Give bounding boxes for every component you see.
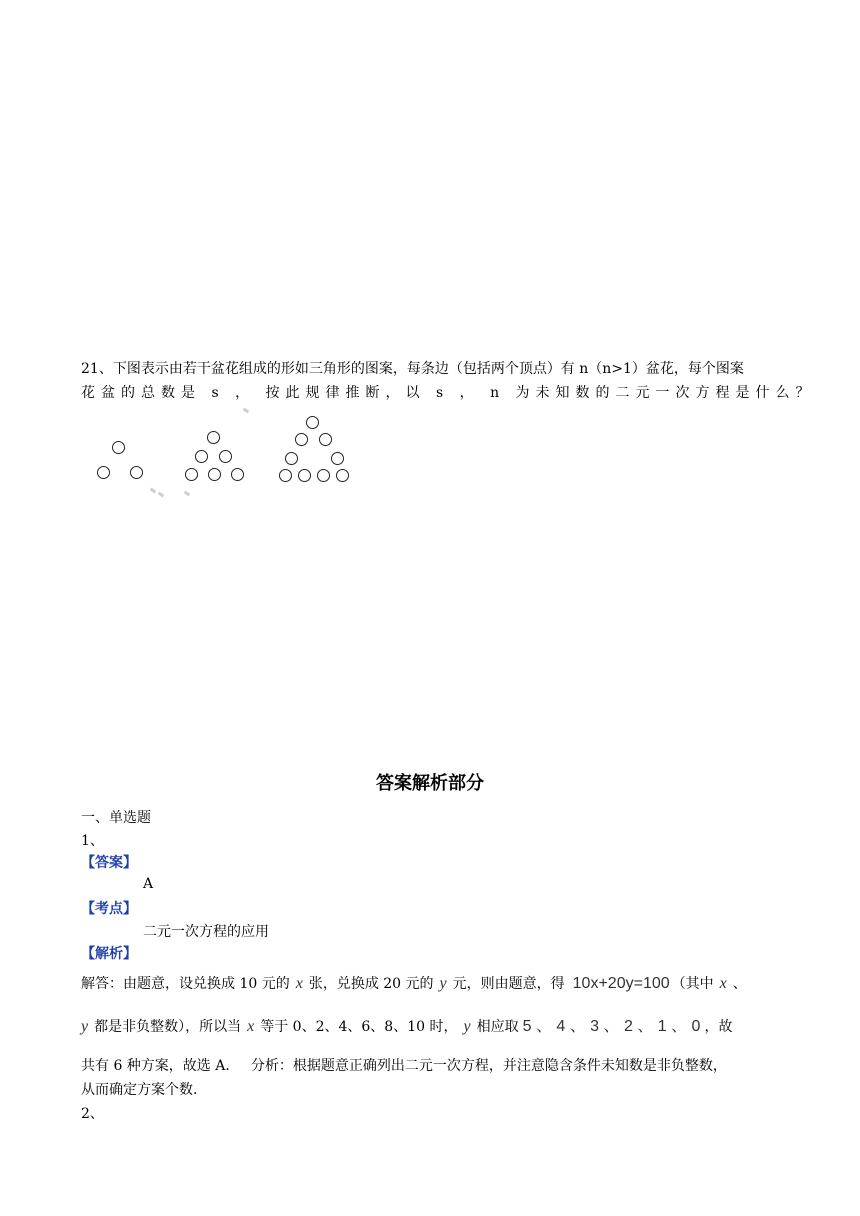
variable-y: y	[81, 1018, 89, 1035]
analysis-text: ，故	[704, 1019, 733, 1035]
analysis-text: 张，兑换成 20 元的	[308, 976, 434, 992]
item-2-number: 2、	[81, 1106, 104, 1122]
answer-section-heading: 答案解析部分	[376, 773, 484, 794]
flower-pot-circle	[208, 468, 221, 481]
flower-pot-circle	[306, 416, 319, 429]
analysis-line-3: 共有 6 种方案，故选 A． 分析：根据题意正确列出二元一次方程，并注意隐含条件未知数是非负整数，	[81, 1058, 727, 1074]
analysis-text: 解答：由题意，设兑换成 10 元的	[81, 976, 290, 992]
flower-pot-circle	[298, 469, 311, 482]
analysis-tag: 【解析】	[81, 946, 137, 962]
analysis-text: 元，则由题意，得	[452, 976, 565, 992]
question-21	[81, 357, 816, 405]
scan-mark	[158, 492, 165, 498]
flower-pot-circle	[231, 468, 244, 481]
flower-pot-circle	[295, 433, 308, 446]
analysis-text: 都是非负整数），所以当	[94, 1019, 242, 1035]
flower-pot-circle	[130, 466, 143, 479]
item-1-number: 1、	[81, 833, 104, 849]
flower-pot-circle	[331, 452, 344, 465]
topic-tag: 【考点】	[81, 901, 137, 917]
equation: 10x+20y=100	[572, 975, 670, 992]
variable-x: x	[247, 1018, 255, 1035]
flower-pot-circle	[97, 466, 110, 479]
variable-x: x	[295, 975, 303, 992]
scan-mark	[243, 408, 250, 414]
scan-mark	[184, 491, 191, 497]
triangle-pattern-figure	[88, 412, 358, 502]
flower-pot-circle	[219, 450, 232, 463]
flower-pot-circle	[319, 433, 332, 446]
variable-y: y	[463, 1018, 471, 1035]
answer-tag: 【答案】	[81, 855, 137, 871]
question-21-line1: 21、下图表示由若干盆花组成的形如三角形的图案，每条边（包括两个顶点）有 n（n>1）盆花，每个图案	[81, 361, 744, 377]
analysis-line-1	[81, 973, 781, 995]
analysis-text: 等于 0、2、4、6、8、10 时，	[260, 1019, 458, 1035]
analysis-text: （其中	[671, 976, 714, 992]
section-title-single-choice: 一、单选题	[81, 810, 151, 826]
analysis-line-4: 从而确定方案个数．	[81, 1082, 207, 1098]
flower-pot-circle	[317, 469, 330, 482]
analysis-line-2	[81, 1016, 781, 1038]
flower-pot-circle	[195, 450, 208, 463]
flower-pot-circle	[112, 441, 125, 454]
y-values-list: 5 、 4 、 3 、 2 、 1 、 0	[522, 1018, 701, 1035]
flower-pot-circle	[185, 468, 198, 481]
question-21-line2: 花盆的总数是 s ， 按此规律推断，以 s ， n 为未知数的二元一次方程是什么？	[81, 385, 816, 401]
variable-x: x	[719, 975, 727, 992]
flower-pot-circle	[336, 469, 349, 482]
scan-mark	[150, 488, 157, 494]
analysis-text: 相应取	[476, 1019, 519, 1035]
flower-pot-circle	[285, 452, 298, 465]
flower-pot-circle	[279, 469, 292, 482]
analysis-text: 、	[732, 976, 747, 992]
flower-pot-circle	[207, 431, 220, 444]
variable-y: y	[439, 975, 447, 992]
topic-value: 二元一次方程的应用	[143, 924, 269, 940]
answer-value: A	[143, 876, 154, 892]
